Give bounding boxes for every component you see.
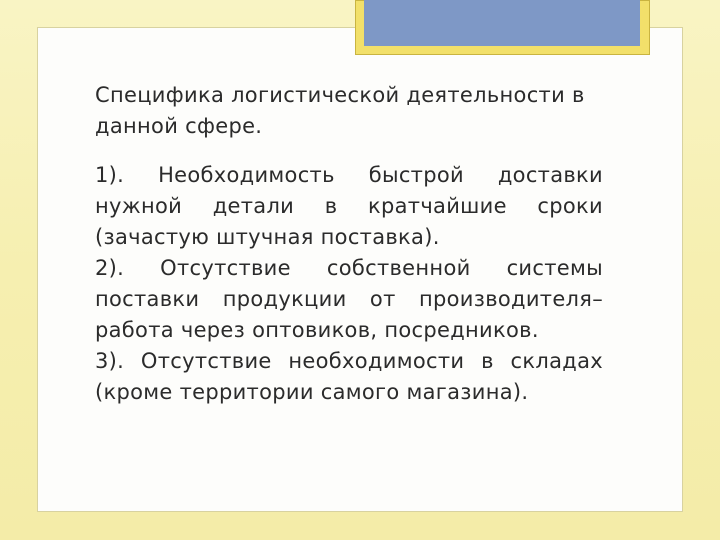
slide-heading: Специфика логистической деятельности в данной сфере.	[95, 83, 585, 138]
point-2: 2). Отсутствие собственной системы поставки продукции от производителя– работа через оптовиков, посредников.	[95, 256, 603, 342]
point-1: 1). Необходимость быстрой доставки нужной детали в кратчайшие сроки (зачастую штучная поставка).	[95, 163, 603, 249]
point-3: 3). Отсутствие необходимости в складах (кроме территории самого магазина).	[95, 349, 603, 404]
slide-text	[95, 80, 603, 408]
decorative-frame-inner	[364, 0, 640, 46]
